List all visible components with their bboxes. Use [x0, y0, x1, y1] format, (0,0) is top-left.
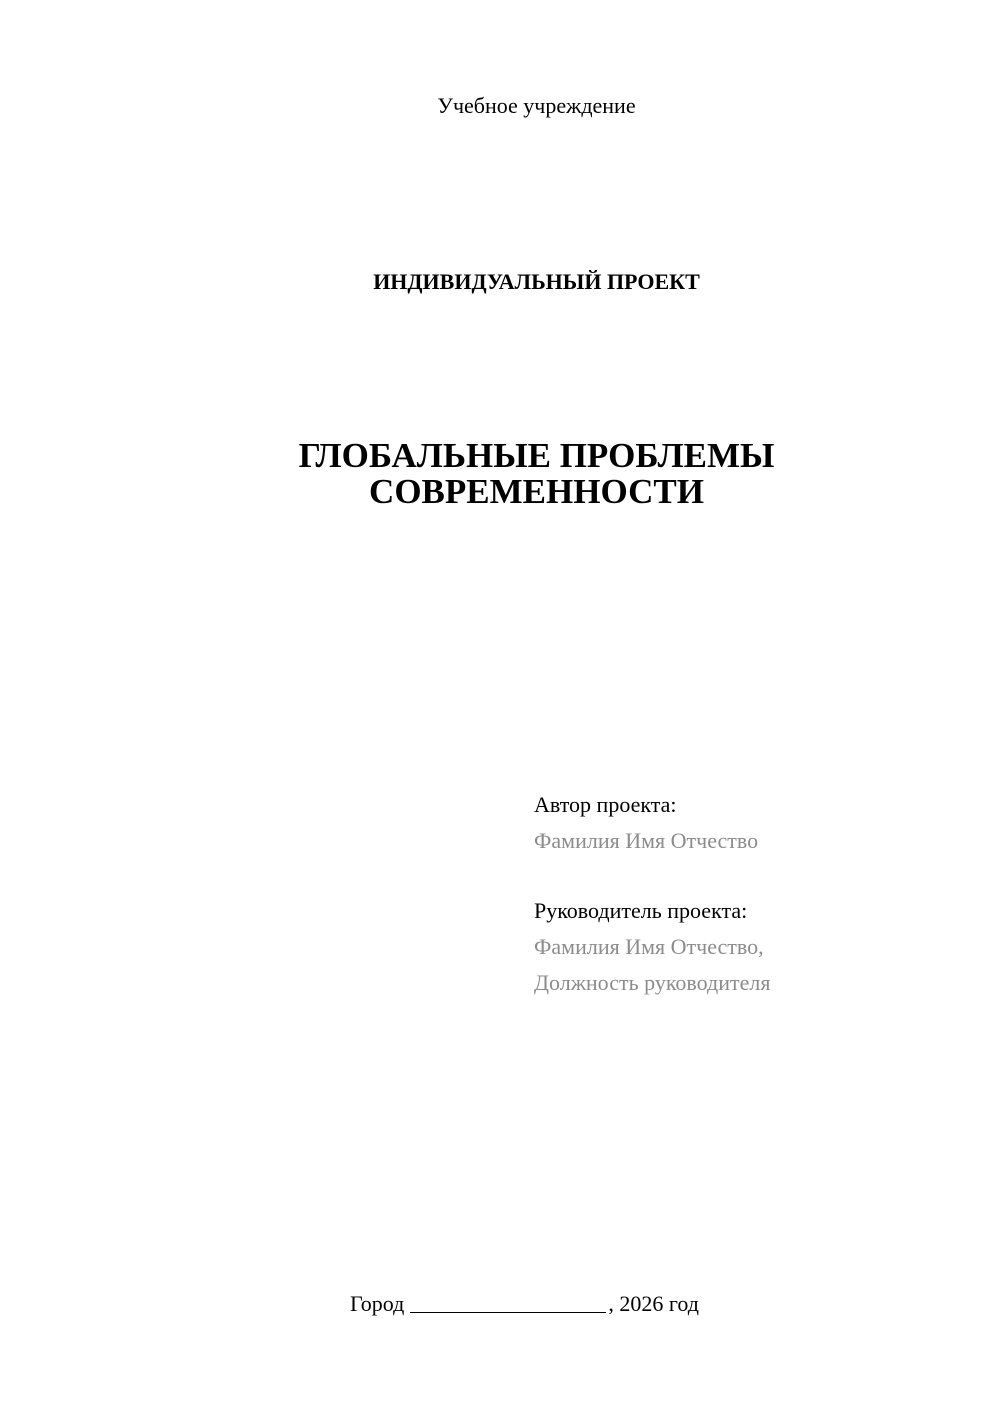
institution-name: Учебное учреждение: [437, 93, 636, 118]
author-block: [534, 787, 758, 859]
author-name-placeholder: Фамилия Имя Отчество: [534, 828, 759, 853]
project-type-heading: ИНДИВИДУАЛЬНЫЙ ПРОЕКТ: [373, 269, 700, 294]
author-label: Автор проекта:: [534, 792, 677, 817]
supervisor-position-placeholder: Должность руководителя: [534, 970, 771, 995]
year-text: , 2026 год: [608, 1291, 699, 1316]
city-year-line: [350, 1290, 699, 1318]
project-title-line-1: ГЛОБАЛЬНЫЕ ПРОБЛЕМЫ: [298, 436, 775, 475]
city-blank-line: [410, 1292, 606, 1313]
supervisor-label: Руководитель проекта:: [534, 898, 748, 923]
city-label: Город: [350, 1291, 405, 1316]
project-title: [0, 438, 1000, 510]
supervisor-name-placeholder: Фамилия Имя Отчество,: [534, 934, 764, 959]
project-title-line-2: СОВРЕМЕННОСТИ: [369, 472, 704, 511]
supervisor-block: [534, 893, 770, 1001]
